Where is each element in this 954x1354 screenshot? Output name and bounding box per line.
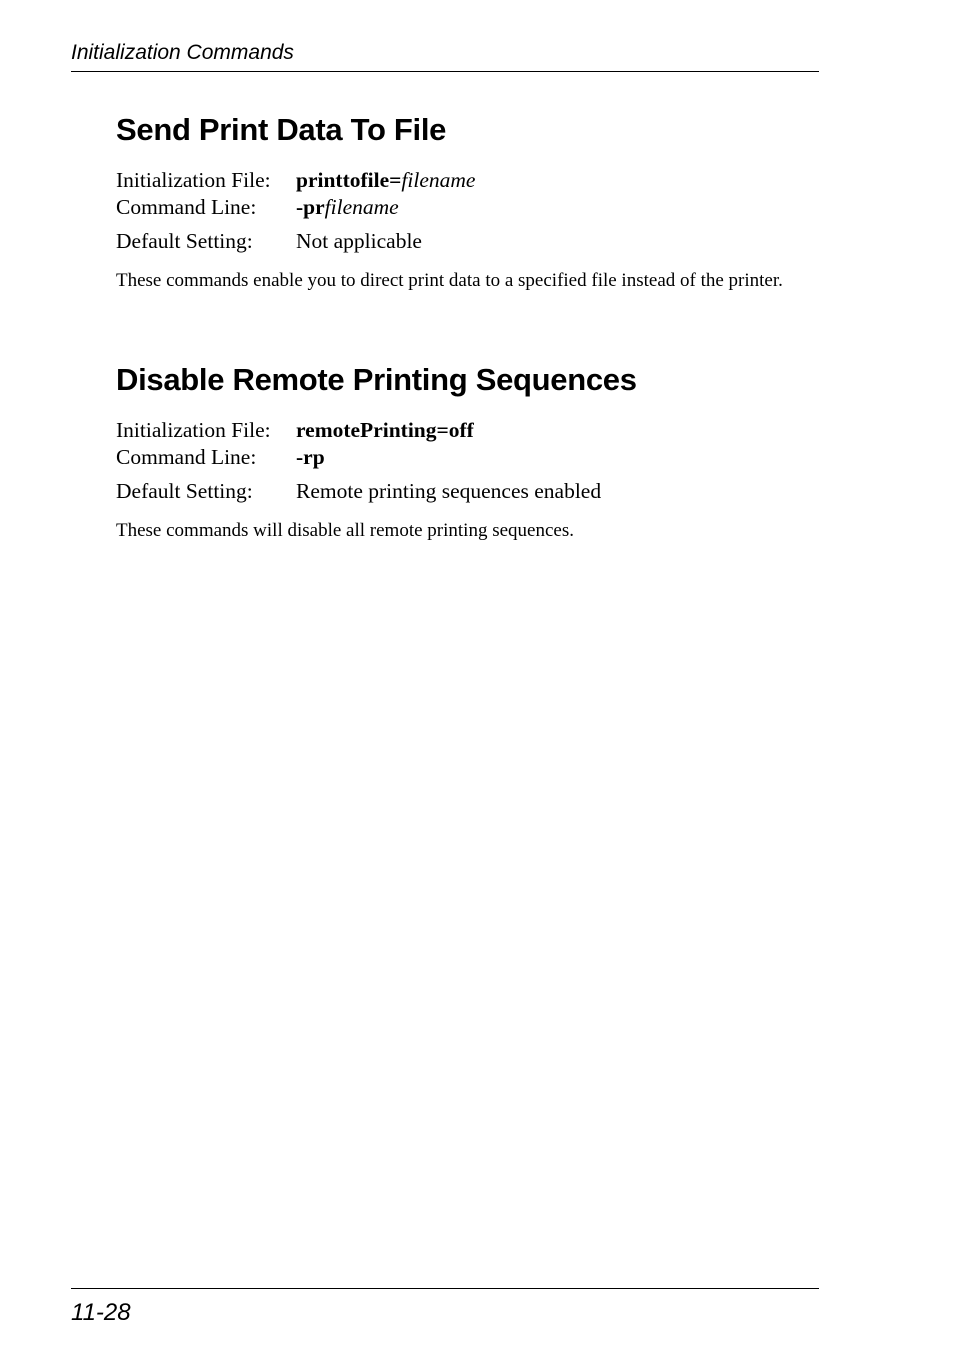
setting-row-command-line xyxy=(116,194,806,221)
header-rule xyxy=(71,71,819,72)
page-number: 11-28 xyxy=(71,1299,131,1326)
running-header: Initialization Commands xyxy=(71,41,294,64)
setting-row-default-setting xyxy=(116,228,806,255)
settings-table xyxy=(116,417,806,505)
setting-label: Initialization File: xyxy=(116,168,271,192)
setting-row-command-line xyxy=(116,444,806,471)
section-description: These commands will disable all remote printing sequences. xyxy=(116,520,574,541)
setting-value: -rp xyxy=(296,445,325,469)
settings-table xyxy=(116,167,806,255)
setting-row-default-setting xyxy=(116,478,806,505)
setting-label: Initialization File: xyxy=(116,418,271,442)
setting-label: Default Setting: xyxy=(116,479,253,503)
section-title: Disable Remote Printing Sequences xyxy=(116,362,637,397)
section-description: These commands enable you to direct print data to a specified file instead of the printer. xyxy=(116,270,783,291)
setting-label: Default Setting: xyxy=(116,229,253,253)
footer-rule xyxy=(71,1288,819,1289)
setting-value: Not applicable xyxy=(296,229,422,253)
setting-value: remotePrinting=off xyxy=(296,418,474,442)
section-send-print-data xyxy=(116,110,806,293)
section-title: Send Print Data To File xyxy=(116,112,447,147)
setting-label: Command Line: xyxy=(116,195,257,219)
setting-value: Remote printing sequences enabled xyxy=(296,479,602,503)
setting-row-initialization-file xyxy=(116,167,806,194)
setting-value: printtofile=filename xyxy=(296,168,476,192)
setting-label: Command Line: xyxy=(116,445,257,469)
setting-row-initialization-file xyxy=(116,417,806,444)
section-disable-remote-printing xyxy=(116,360,806,543)
setting-value: -prfilename xyxy=(296,195,399,219)
